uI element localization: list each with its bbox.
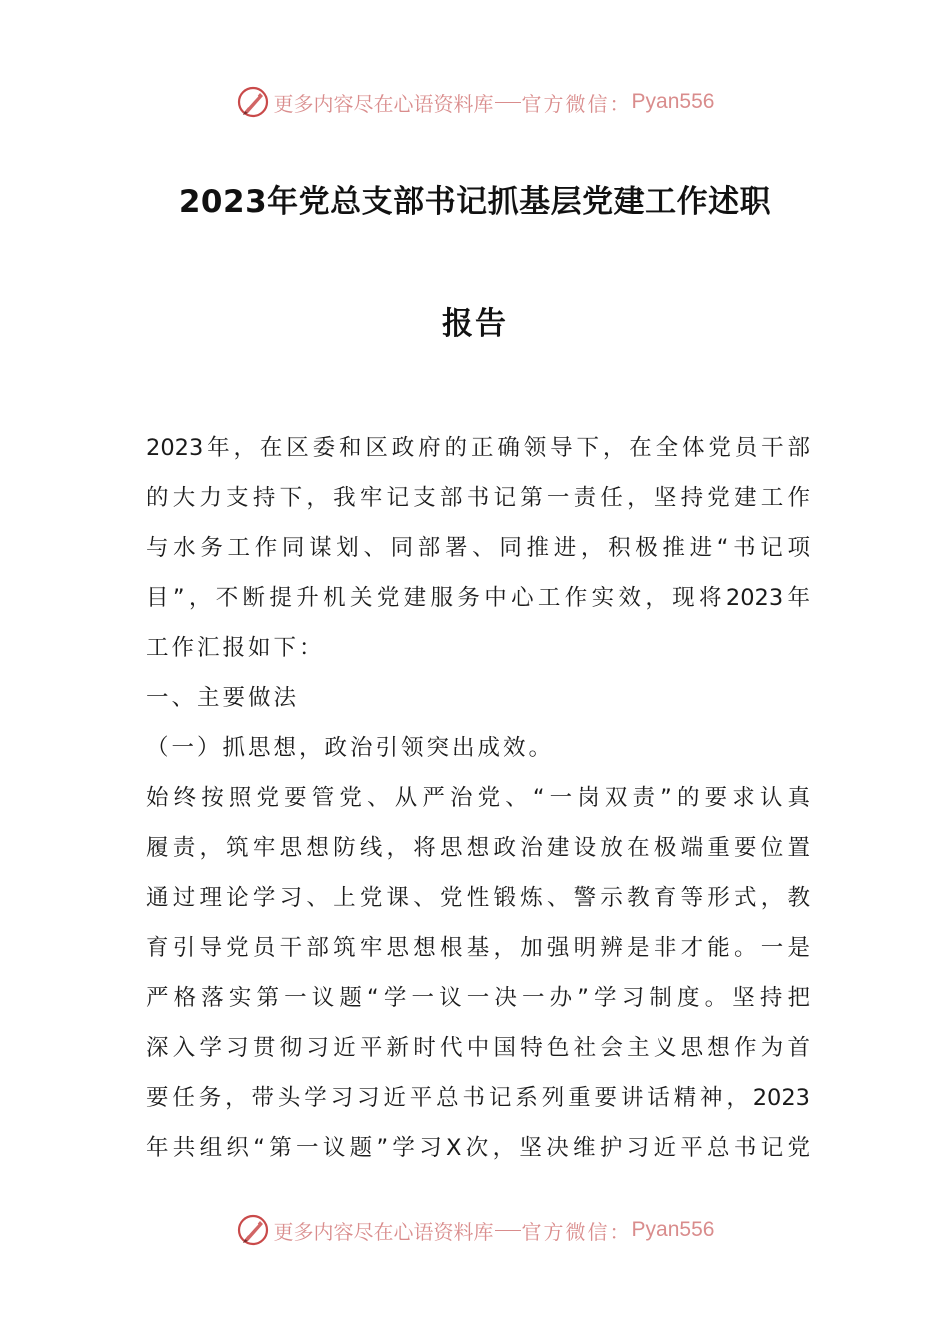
body-line: 年共组织“第一议题”学习X次，坚决维护习近平总书记党 [146, 1135, 810, 1161]
body-line: 严格落实第一议题“学一议一决一办”学习制度。坚持把 [146, 985, 810, 1011]
watermark-text: 更多内容尽在心语资料库 [273, 1219, 494, 1244]
watermark-wechat-id: Pyan556 [631, 1218, 715, 1241]
body-line: 要任务，带头学习习近平总书记系列重要讲话精神，2023 [146, 1085, 810, 1111]
quill-pen-icon [236, 85, 270, 119]
body-line: 育引导党员干部筑牢思想根基，加强明辨是非才能。一是 [146, 935, 810, 961]
body-line: 2023年，在区委和区政府的正确领导下，在全体党员干部 [146, 435, 810, 461]
body-line: 通过理论学习、上党课、党性锻炼、警示教育等形式，教 [146, 885, 810, 911]
watermark-banner-bottom [0, 1210, 950, 1250]
watermark-wechat-label: 官方微信： [521, 1219, 632, 1244]
document-title-line-1: 2023年党总支部书记抓基层党建工作述职 [178, 184, 772, 220]
document-title-line-2: 报告 [442, 306, 508, 342]
watermark-wechat-id: Pyan556 [631, 90, 715, 113]
body-line: 深入学习贯彻习近平新时代中国特色社会主义思想作为首 [146, 1035, 810, 1061]
document-body [146, 428, 810, 1178]
body-line: 目”，不断提升机关党建服务中心工作实效，现将2023年 [146, 585, 810, 611]
watermark-wechat-label: 官方微信： [521, 91, 632, 116]
watermark-dash [495, 1230, 521, 1231]
body-line: 履责，筑牢思想防线，将思想政治建设放在极端重要位置 [146, 835, 810, 861]
watermark-banner-top [0, 82, 950, 122]
body-line: 始终按照党要管党、从严治党、“一岗双责”的要求认真 [146, 785, 810, 811]
watermark-text: 更多内容尽在心语资料库 [273, 91, 494, 116]
section-heading: 一、主要做法 [146, 685, 300, 711]
watermark-dash [495, 102, 521, 103]
body-line: 的大力支持下，我牢记支部书记第一责任，坚持党建工作 [146, 485, 810, 511]
body-line: 与水务工作同谋划、同部署、同推进，积极推进“书记项 [146, 535, 810, 561]
quill-pen-icon [236, 1213, 270, 1247]
subsection-heading: （一）抓思想，政治引领突出成效。 [146, 735, 555, 761]
body-line: 工作汇报如下： [146, 635, 325, 661]
